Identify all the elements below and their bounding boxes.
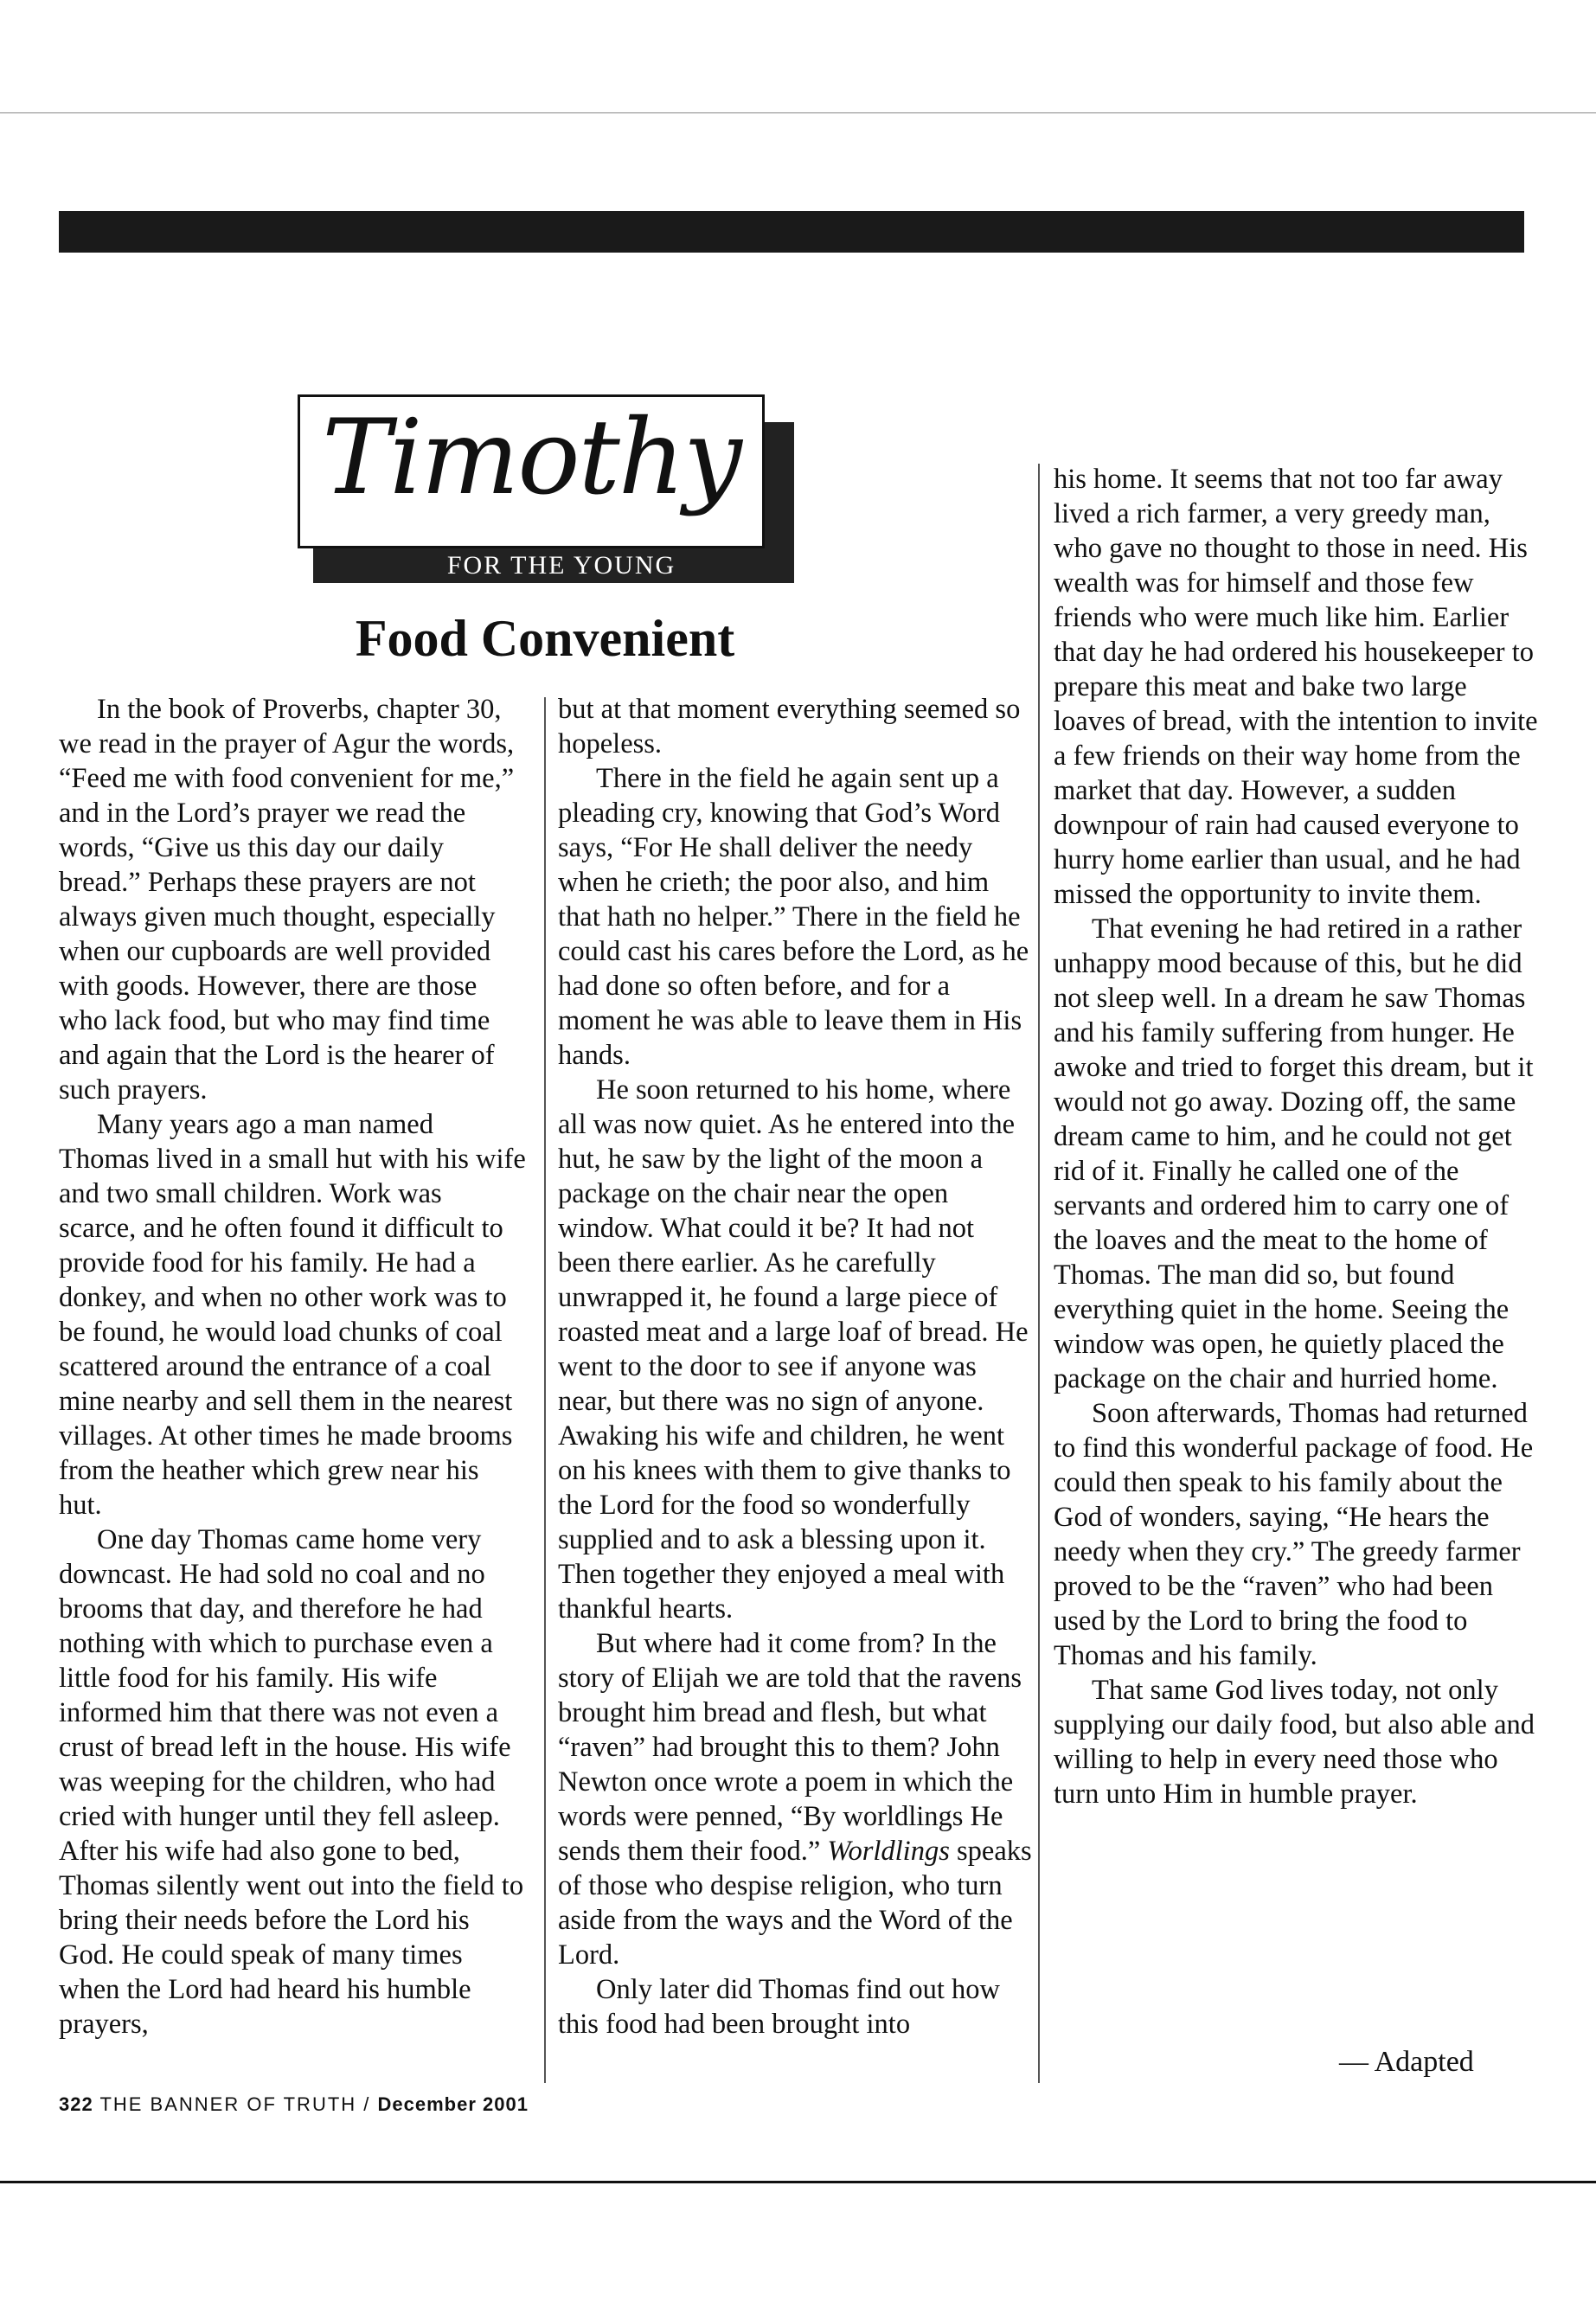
issue-date: December 2001 [377, 2093, 529, 2115]
logo-tagline: FOR THE YOUNG [329, 548, 794, 583]
paragraph: That evening he had retired in a rather unhappy mood because of this, but he did not sleep well. In a dream he saw Thomas and his family suffering from hunger. He awoke and tried to forget this dream, but it would not go away. Dozing off, the same dream came to him, and he could not get rid of it. Finally he called one of the servants and ordered him to carry one of the loaves and the meat to the home of Thomas. The man did so, but found everything quiet in the home. Seeing the window was open, he quietly placed the package on the chair and hurried home. [1054, 913, 1534, 1394]
emphasis-word: Worldlings [827, 1836, 950, 1867]
paragraph: He soon returned to his home, where all was now quiet. As he entered into the hut, he saw by the light of the moon a package on the chair near the open window. What could it be? It had not been there earlier. As he carefully unwrapped it, he found a large piece of roasted meat and a large loaf of bread. He went to the door to see if anyone was near, but there was no sign of anyone. Awaking his wife and children, he went on his knees with them to give thanks to the Lord for the food so wonderfully supplied and to ask a blessing upon it. Then together they enjoyed a meal with thankful hearts. [558, 1074, 1029, 1625]
article-column-1 [59, 692, 526, 2041]
paragraph: but at that moment everything seemed so hopeless. [558, 694, 1021, 760]
top-rule [0, 112, 1596, 113]
paragraph: Only later did Thomas find out how this food had been brought into [558, 1974, 1000, 2040]
paragraph: That same God lives today, not only supplying our daily food, but also able and willing to help in every need those who turn unto Him in humble prayer. [1054, 1675, 1535, 1810]
article-title: Food Convenient [355, 610, 735, 667]
paragraph-text: But where had it come from? In the story of Elijah we are told that the ravens brought him bread and flesh, but what “raven” had brought this to them? John Newton once wrote a poem in which the words were penned, “By worldlings He sends them their food.” [558, 1628, 1022, 1867]
column-divider [544, 697, 546, 2083]
logo-word: Timothy [322, 398, 740, 518]
header-bar [59, 211, 1524, 253]
page-footer [59, 2093, 529, 2116]
article-column-3 [1054, 462, 1538, 1811]
paragraph: In the book of Proverbs, chapter 30, we read in the prayer of Agur the words, “Feed me with food convenient for me,” and in the Lord’s prayer we read the words, “Give us this day our daily bread.” Perhaps these prayers are not always given much thought, especially when our cupboards are well provided with goods. However, there are those who lack food, but who may find time and again that the Lord is the hearer of such prayers. [59, 694, 515, 1106]
paragraph: Soon afterwards, Thomas had returned to find this wonderful package of food. He could then speak to his family about the God of wonders, saying, “He hears the needy when they cry.” The greedy farmer proved to be the “raven” who had been used by the Lord to bring the food to Thomas and his family. [1054, 1398, 1534, 1671]
paragraph: his home. It seems that not too far away lived a rich farmer, a very greedy man, who gave no thought to those in need. His wealth was for himself and those few friends who were much like him. Earlier that day he had ordered his housekeeper to prepare this meat and bake two large loaves of bread, with the intention to invite a few friends on their way home from the market that day. However, a sudden downpour of rain had caused everyone to hurry home earlier than usual, and he had missed the opportunity to invite them. [1054, 464, 1538, 910]
paragraph: There in the field he again sent up a pleading cry, knowing that God’s Word says, “For He shall deliver the needy when he crieth; the poor also, and him that hath no helper.” There in the field he could cast his cares before the Lord, as he had done so often before, and for a moment he was able to leave them in His hands. [558, 763, 1029, 1071]
signature: — Adapted [1339, 2046, 1474, 2078]
timothy-logo [298, 394, 765, 548]
footer-separator: / [363, 2093, 371, 2115]
paragraph [558, 1626, 1034, 1972]
paragraph-text: speaks of those who despise religion, who turn aside from the ways and the Word of the Lord. [558, 1836, 1032, 1971]
paragraph: Many years ago a man named Thomas lived in a small hut with his wife and two small children. Work was scarce, and he often found it difficult to provide food for his family. He had a donkey, and when no other work was to be found, he would load chunks of coal scattered around the entrance of a coal mine nearby and sell them in the nearest villages. At other times he made brooms from the heather which grew near his hut. [59, 1109, 526, 1521]
page-number: 322 [59, 2093, 93, 2115]
paragraph: One day Thomas came home very downcast. He had sold no coal and no brooms that day, and therefore he had nothing with which to purchase even a little food for his family. His wife informed him that there was not even a crust of bread left in the house. His wife was weeping for the children, who had cried with hunger until they fell asleep. After his wife had also gone to bed, Thomas silently went out into the field to bring their needs before the Lord his God. He could speak of many times when the Lord had heard his humble prayers, [59, 1524, 524, 2040]
publication-name: THE BANNER OF TRUTH [99, 2093, 357, 2115]
article-column-2 [558, 692, 1034, 2041]
bottom-rule [0, 2181, 1596, 2183]
column-divider [1038, 464, 1040, 2083]
